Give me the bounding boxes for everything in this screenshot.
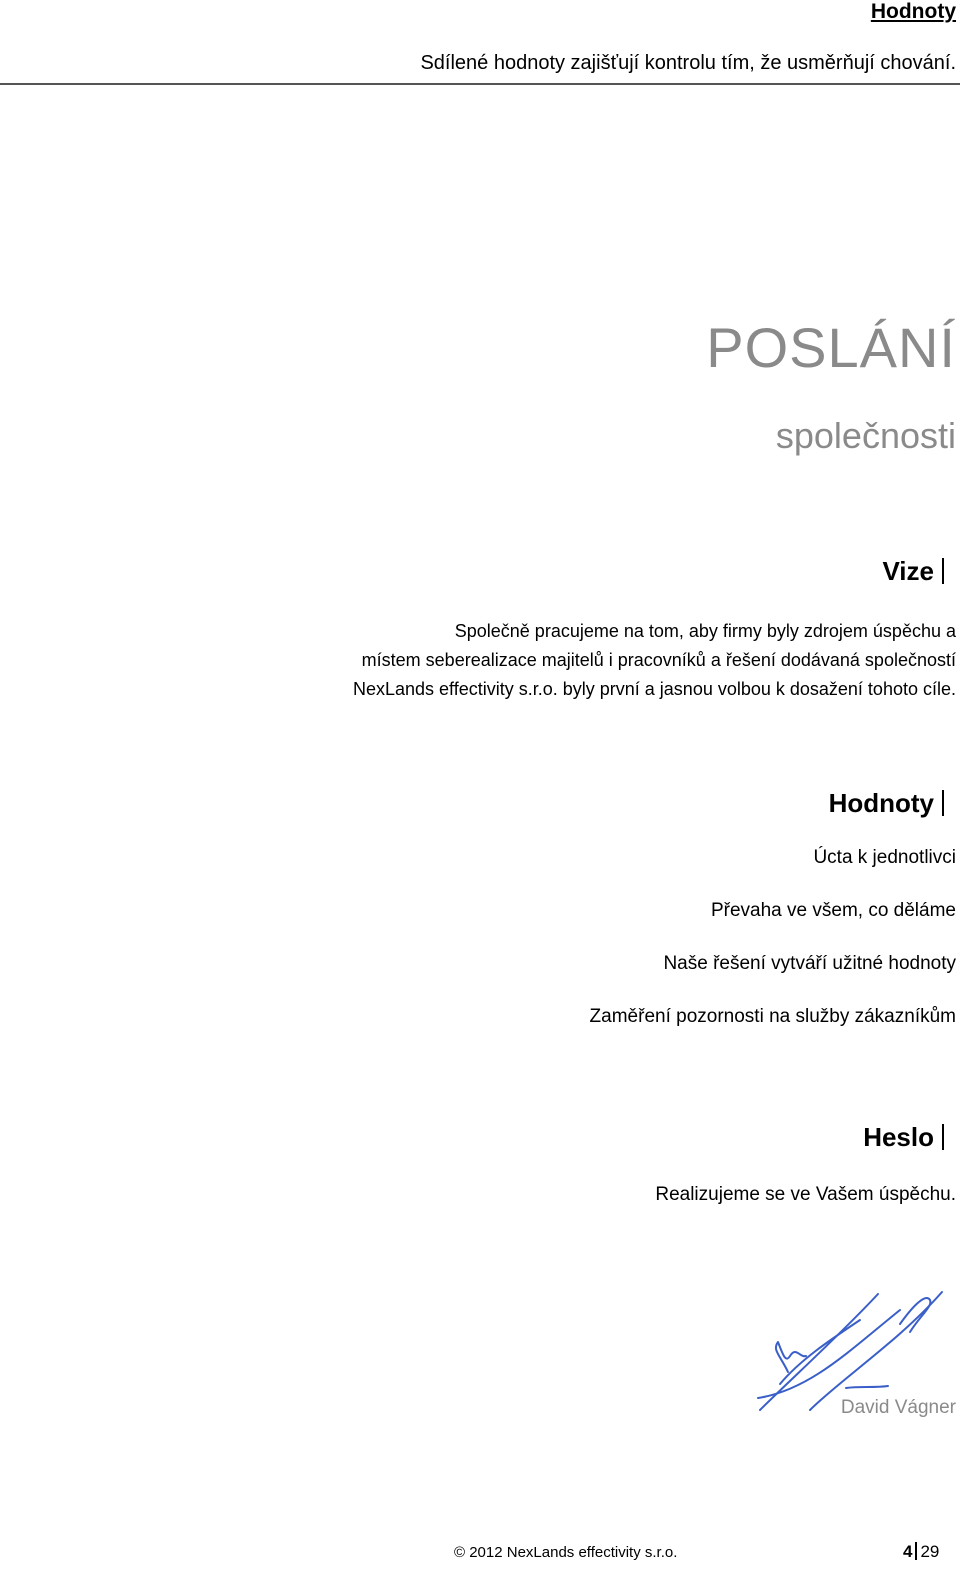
heading-bar	[942, 1124, 944, 1150]
heading-bar	[942, 790, 944, 816]
vision-heading-label: Vize	[882, 556, 934, 586]
mission-title: POSLÁNÍ	[706, 316, 956, 379]
heading-bar	[942, 558, 944, 584]
mission-subtitle: společnosti	[775, 415, 956, 456]
vision-line: Společně pracujeme na tom, aby firmy byly zdrojem úspěchu a	[454, 621, 956, 641]
vision-heading	[882, 556, 944, 586]
vision-text	[236, 617, 956, 704]
value-item: Převaha ve všem, co děláme	[710, 900, 956, 921]
values-heading-label: Hodnoty	[828, 788, 934, 818]
page-number	[903, 1541, 939, 1563]
signer-name: David Vágner	[840, 1397, 956, 1418]
vision-line: NexLands effectivity s.r.o. byly první a jasnou volbou k dosažení tohoto cíle.	[352, 679, 956, 699]
header-title: Hodnoty	[870, 0, 956, 23]
values-list	[590, 845, 956, 1057]
value-item: Zaměření pozornosti na služby zákazníkům	[589, 1006, 956, 1027]
header-divider	[0, 83, 960, 85]
page-divider	[915, 1542, 917, 1560]
motto-heading-label: Heslo	[863, 1122, 934, 1152]
vision-line: místem seberealizace majitelů i pracovníků a řešení dodávaná společností	[361, 650, 956, 670]
motto-text: Realizujeme se ve Vašem úspěchu.	[655, 1184, 956, 1205]
motto-heading	[863, 1122, 944, 1152]
page-total: 29	[920, 1542, 940, 1561]
header-subtitle: Sdílené hodnoty zajišťují kontrolu tím, že usměrňují chování.	[420, 52, 956, 74]
values-heading	[829, 788, 944, 818]
value-item: Naše řešení vytváří užitné hodnoty	[663, 953, 956, 974]
footer-copyright: © 2012 NexLands effectivity s.r.o.	[454, 1544, 678, 1561]
page-current: 4	[903, 1542, 913, 1561]
value-item: Úcta k jednotlivci	[813, 847, 956, 868]
